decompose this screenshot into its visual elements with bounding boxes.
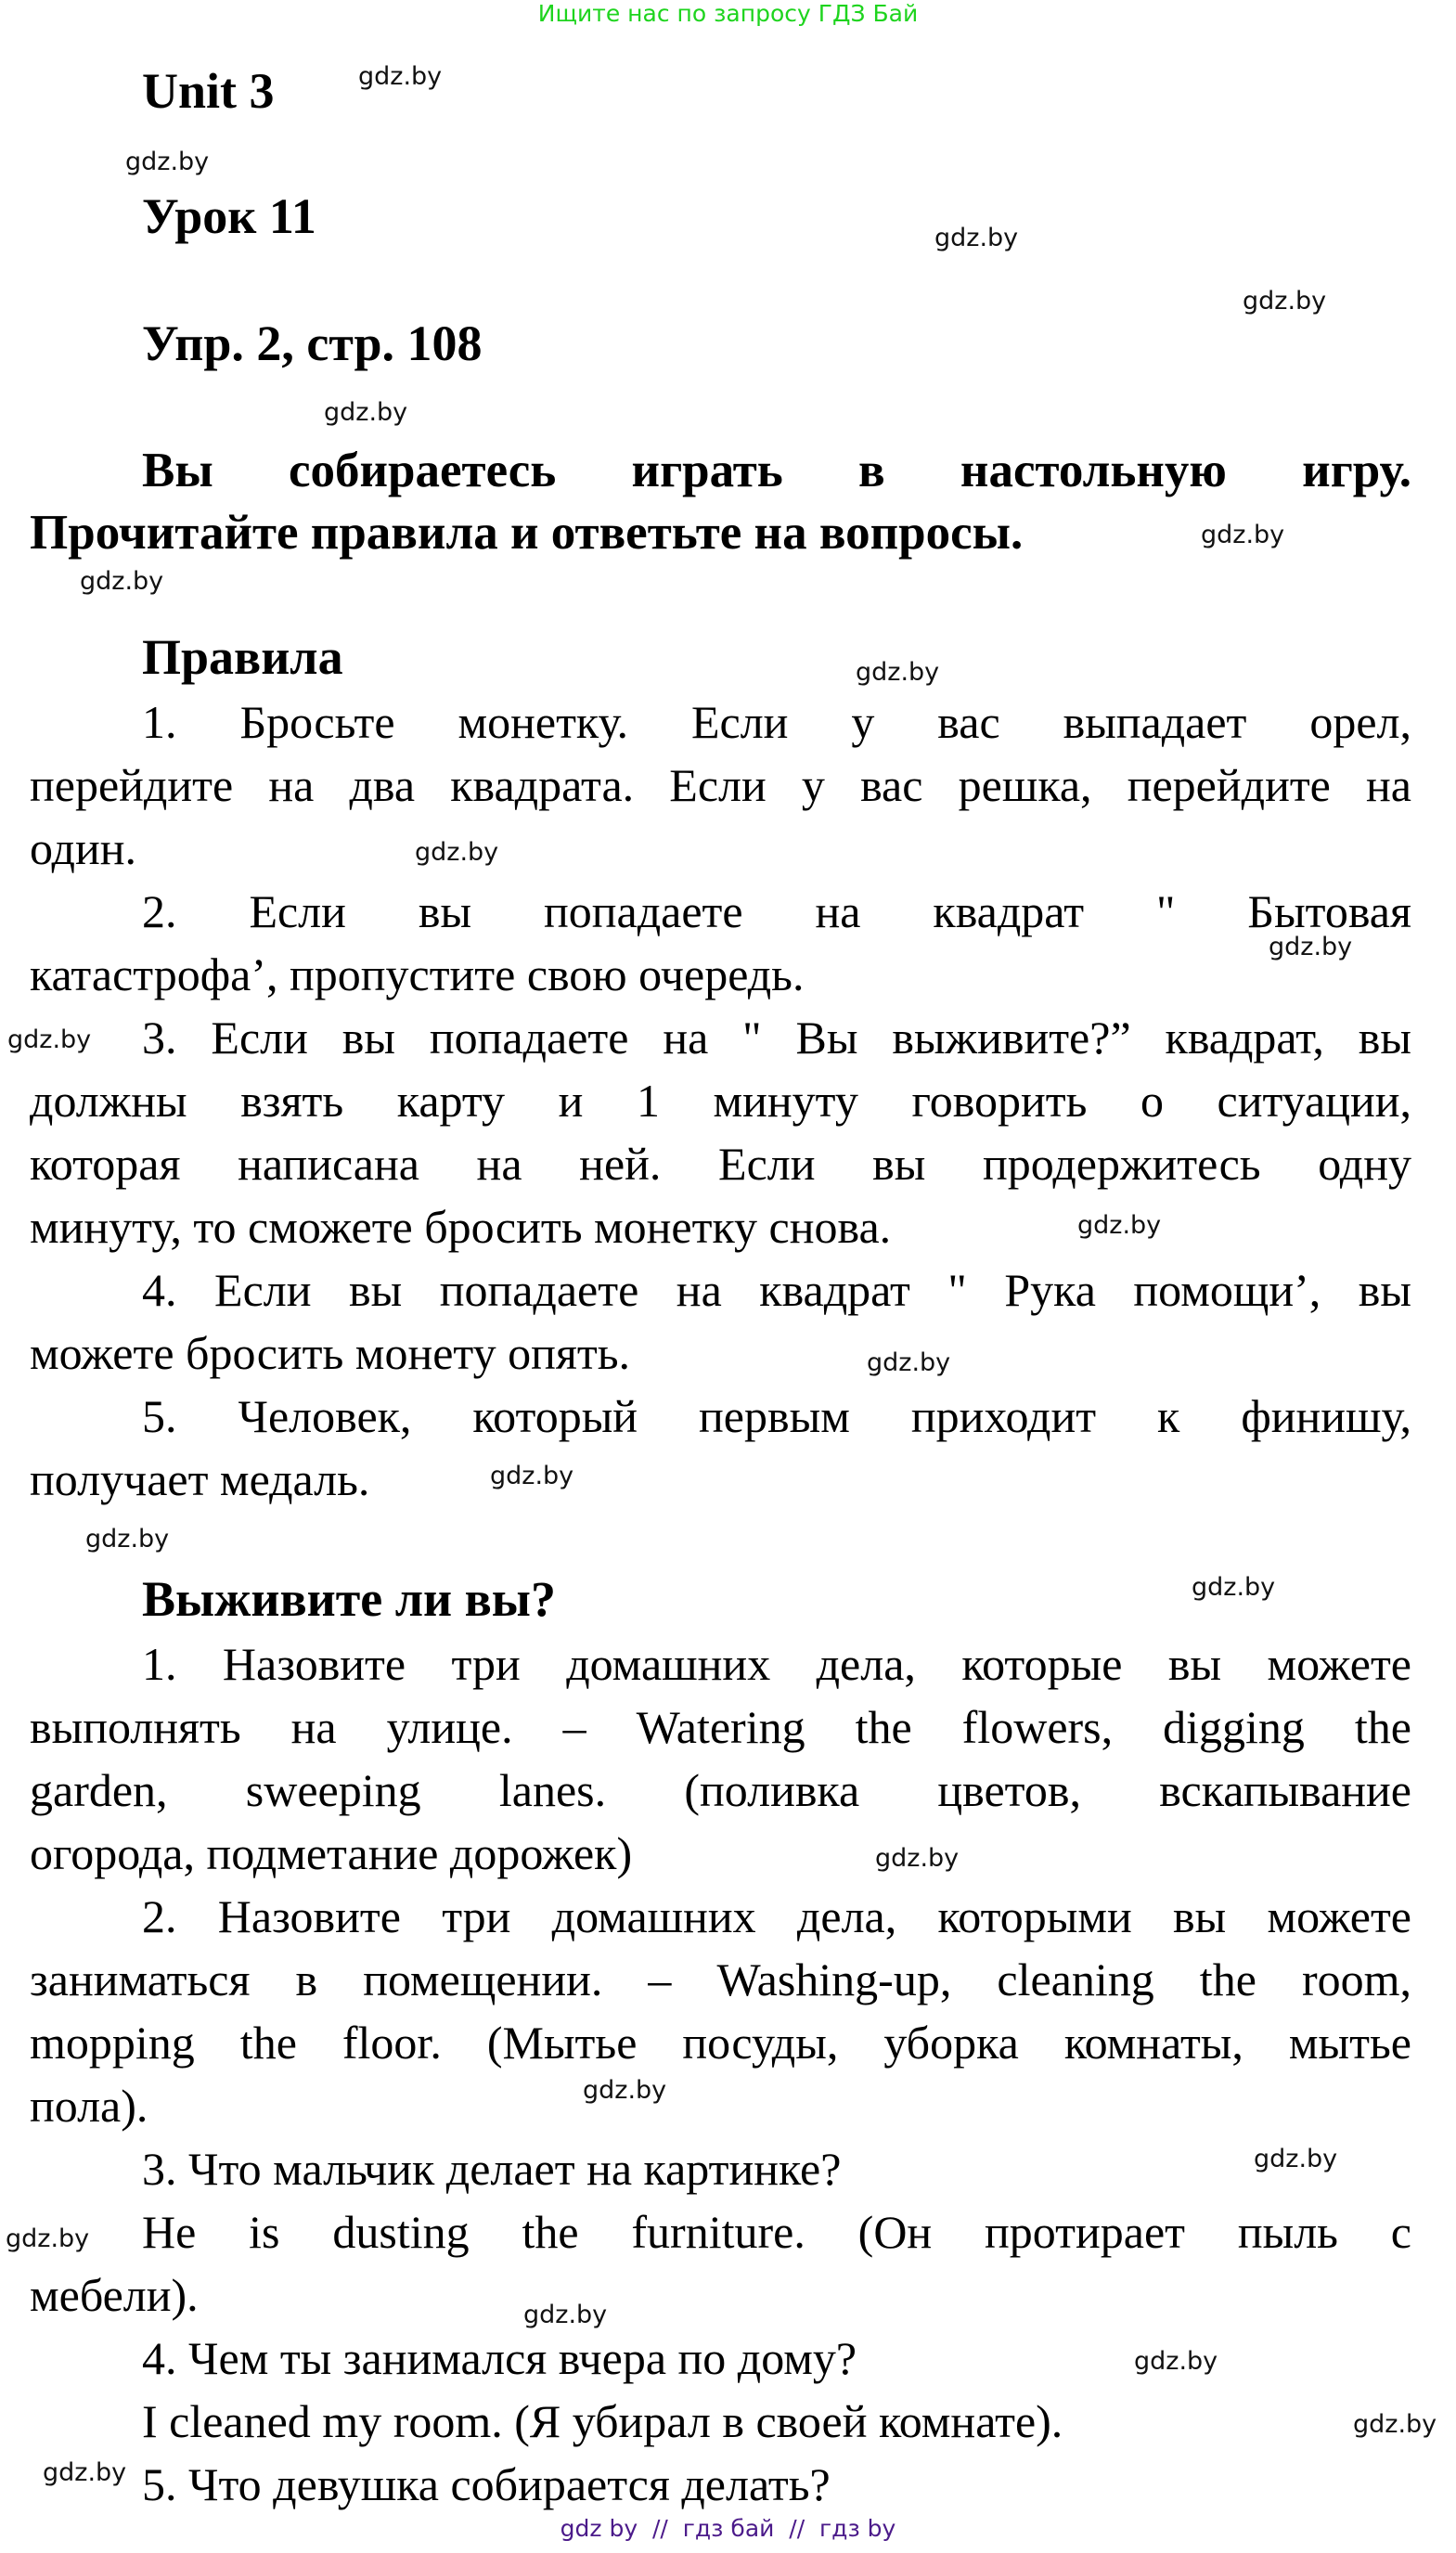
watermark: gdz.by [85, 1525, 170, 1554]
rules-line: один. [30, 822, 137, 874]
search-banner[interactable]: Ищите нас по запросу ГДЗ Бай [537, 0, 919, 27]
survive-line: 4. Чем ты занимался вчера по дому? [142, 2332, 857, 2384]
watermark: gdz.by [490, 1462, 574, 1490]
footer-links[interactable]: gdz by // гдз бай // гдз by [560, 2515, 896, 2542]
survive-line: пола). [30, 2080, 148, 2132]
rules-title: Правила [142, 629, 343, 685]
watermark: gdz.by [1254, 2145, 1338, 2173]
survive-title: Выживите ли вы? [142, 1571, 556, 1627]
watermark: gdz.by [1269, 933, 1353, 961]
watermark: gdz.by [1192, 1573, 1276, 1602]
survive-line: 1. Назовите три домашних дела, которые вы можете [142, 1638, 1411, 1690]
watermark: gdz.by [125, 148, 210, 176]
rules-line: получает медаль. [30, 1453, 370, 1505]
exercise-heading: Упр. 2, стр. 108 [142, 316, 483, 371]
rules-line: перейдите на два квадрата. Если у вас решка, перейдите на [30, 759, 1411, 811]
survive-line: I cleaned my room. (Я убирал в своей комнате). [142, 2395, 1063, 2447]
survive-line: garden, sweeping lanes. (поливка цветов, вскапывание [30, 1764, 1411, 1816]
rules-line: 3. Если вы попадаете на " Вы выживите?” квадрат, вы [142, 1012, 1411, 1064]
rules-line: которая написана на ней. Если вы продержитесь одну [30, 1138, 1411, 1190]
watermark: gdz.by [1353, 2410, 1437, 2439]
watermark: gdz.by [6, 2224, 90, 2253]
watermark: gdz.by [1077, 1211, 1162, 1240]
survive-line: mopping the floor. (Мытье посуды, уборка комнаты, мытье [30, 2017, 1411, 2069]
task-line-1: Вы собираетесь играть в настольную игру. [142, 444, 1411, 497]
rules-line: катастрофа’, пропустите свою очередь. [30, 948, 805, 1000]
survive-line: 3. Что мальчик делает на картинке? [142, 2143, 842, 2195]
watermark: gdz.by [324, 398, 408, 427]
watermark: gdz.by [856, 658, 940, 687]
survive-line: мебели). [30, 2269, 199, 2321]
watermark: gdz.by [523, 2301, 608, 2329]
survive-line: He is dusting the furniture. (Он протирает пыль с [142, 2206, 1411, 2258]
rules-line: 1. Бросьте монетку. Если у вас выпадает орел, [142, 696, 1411, 748]
watermark: gdz.by [875, 1844, 960, 1873]
rules-line: 5. Человек, который первым приходит к финишу, [142, 1390, 1411, 1442]
survive-line: 5. Что девушка собирается делать? [142, 2458, 831, 2510]
watermark: gdz.by [80, 567, 164, 596]
watermark: gdz.by [934, 224, 1019, 252]
watermark: gdz.by [358, 62, 443, 91]
watermark: gdz.by [583, 2076, 667, 2105]
watermark: gdz.by [867, 1348, 951, 1377]
watermark: gdz.by [415, 838, 499, 867]
survive-line: огорода, подметание дорожек) [30, 1827, 633, 1879]
unit-heading: Unit 3 [142, 63, 275, 119]
survive-line: заниматься в помещении. – Washing-up, cleaning the room, [30, 1953, 1411, 2005]
survive-line: выполнять на улице. – Watering the flowers, digging the [30, 1701, 1411, 1753]
watermark: gdz.by [1201, 521, 1285, 549]
watermark: gdz.by [1243, 287, 1327, 316]
rules-line: 4. Если вы попадаете на квадрат " Рука помощи’, вы [142, 1264, 1411, 1316]
task-line-2: Прочитайте правила и ответьте на вопросы. [30, 506, 1024, 560]
lesson-heading: Урок 11 [142, 188, 316, 244]
rules-line: можете бросить монету опять. [30, 1327, 630, 1379]
survive-line: 2. Назовите три домашних дела, которыми вы можете [142, 1890, 1411, 1942]
rules-line: 2. Если вы попадаете на квадрат " Бытовая [142, 885, 1411, 937]
rules-line: минуту, то сможете бросить монетку снова. [30, 1201, 892, 1253]
watermark: gdz.by [1134, 2347, 1218, 2376]
watermark: gdz.by [7, 1025, 92, 1054]
watermark: gdz.by [43, 2458, 127, 2487]
rules-line: должны взять карту и 1 минуту говорить о ситуации, [30, 1075, 1411, 1127]
